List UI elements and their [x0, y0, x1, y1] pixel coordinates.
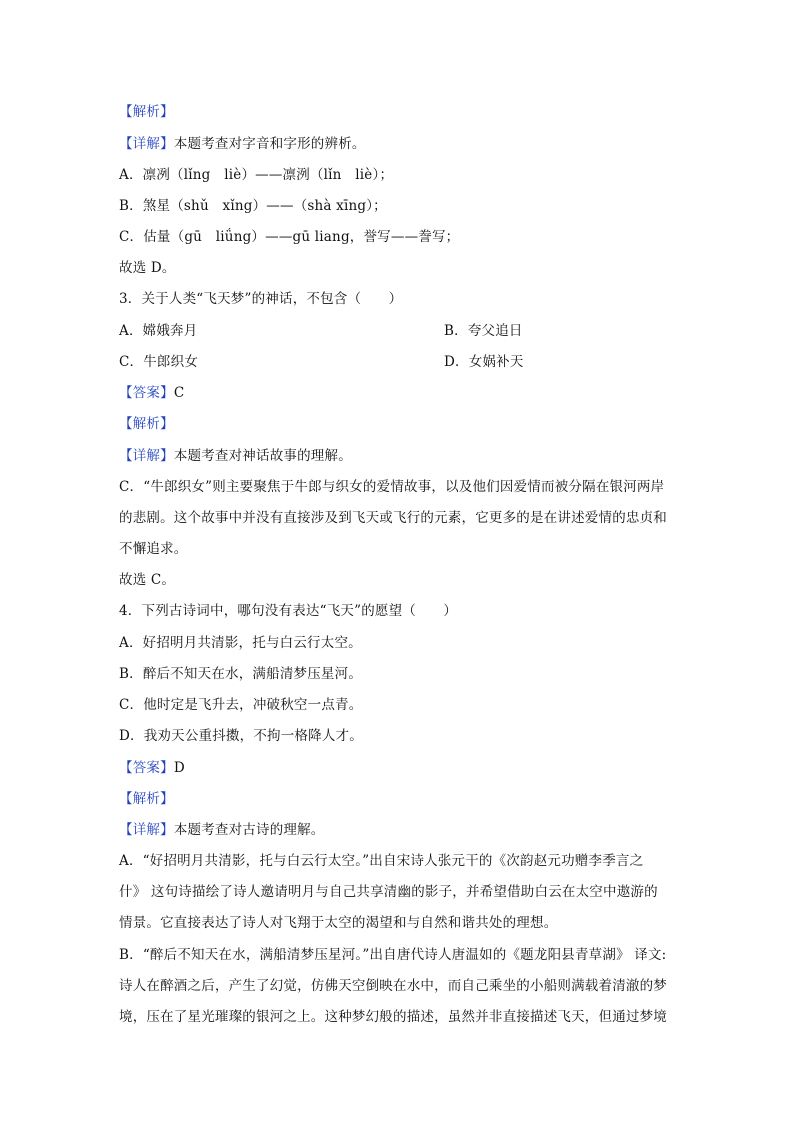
q3-explain-line-1: C．“牛郎织女”则主要聚焦于牛郎与织女的爱情故事，以及他们因爱情而被分隔在银河两岸 — [119, 479, 665, 495]
q3-option-b: B．夸父追日 — [444, 323, 523, 339]
q4-analysis-label: 【解析】 — [119, 791, 174, 807]
q4-explain-line-5: 诗人在醉酒之后，产生了幻觉，仿佛天空倒映在水中，而自己乘坐的小船则满载着清澈的梦 — [119, 978, 667, 994]
q3-option-d: D．女娲补天 — [444, 354, 524, 370]
q3-detail-text: 本题考查对神话故事的理解。 — [173, 448, 352, 464]
q3-stem: 3．关于人类“飞天梦”的神话，不包含（ ） — [119, 291, 403, 307]
q3-analysis-label: 【解析】 — [119, 416, 174, 432]
q4-option-d: D．我劝天公重抖擞，不拘一格降人才。 — [119, 728, 363, 744]
q4-detail-text: 本题考查对古诗的理解。 — [173, 822, 325, 838]
q2-analysis-label: 【解析】 — [119, 104, 174, 120]
q4-explain-line-2: 什》 这句诗描绘了诗人邀请明月与自己共享清幽的影子，并希望借助白云在太空中遨游的 — [119, 884, 658, 900]
q2-detail-text: 本题考查对字音和字形的辨析。 — [173, 136, 366, 152]
q3-explain-line-3: 不懈追求。 — [119, 541, 188, 557]
q4-explain-line-4: B．“醉后不知天在水，满船清梦压星河。”出自唐代诗人唐温如的《题龙阳县青草湖》 译文: — [119, 947, 667, 963]
q4-option-a: A．好招明月共清影，托与白云行太空。 — [119, 635, 362, 651]
q4-detail-label: 【详解】 — [119, 822, 174, 838]
q2-line-a: A．凛冽（lǐng liè）——凛洌（lǐn liè）； — [119, 167, 394, 183]
q4-option-c: C．他时定是飞升去，冲破秋空一点青。 — [119, 697, 363, 713]
q3-explain-line-2: 的悲剧。这个故事中并没有直接涉及到飞天或飞行的元素，它更多的是在讲述爱情的忠贞和 — [119, 510, 667, 526]
q3-option-a: A．嫦娥奔月 — [119, 323, 198, 339]
q4-explain-line-3: 情景。它直接表达了诗人对飞翔于太空的渴望和与自然和谐共处的理想。 — [119, 915, 558, 931]
q4-answer — [119, 759, 185, 777]
q2-line-b: B．煞星（shǔ xǐng）——（shà xīng）； — [119, 198, 387, 214]
q2-detail-label: 【详解】 — [119, 136, 174, 152]
q3-option-c: C．牛郎织女 — [119, 354, 199, 370]
q3-answer-label: 【答案】 — [119, 385, 174, 401]
q3-detail-label: 【详解】 — [119, 448, 174, 464]
q4-answer-label: 【答案】 — [119, 760, 174, 776]
q4-explain-line-6: 境，压在了星光璀璨的银河之上。这种梦幻般的描述，虽然并非直接描述飞天，但通过梦境 — [119, 1009, 667, 1025]
q3-answer-value: C — [173, 385, 185, 401]
q3-answer — [119, 384, 184, 402]
q2-line-c: C．估量（gū liǘng）——gū liang，誉写——誊写； — [119, 229, 460, 245]
q2-conclusion: 故选 D。 — [119, 260, 176, 276]
q4-option-b: B．醉后不知天在水，满船清梦压星河。 — [119, 666, 363, 682]
q3-conclusion: 故选 C。 — [119, 572, 176, 588]
q2-detail — [119, 135, 366, 153]
q4-explain-line-1: A．“好招明月共清影，托与白云行太空。”出自宋诗人张元干的《次韵赵元功赠李季言之 — [119, 853, 644, 869]
q4-detail — [119, 821, 325, 839]
q3-detail — [119, 447, 352, 465]
q4-stem: 4．下列古诗词中，哪句没有表达“飞天”的愿望（ ） — [119, 603, 458, 619]
q4-answer-value: D — [173, 760, 185, 776]
